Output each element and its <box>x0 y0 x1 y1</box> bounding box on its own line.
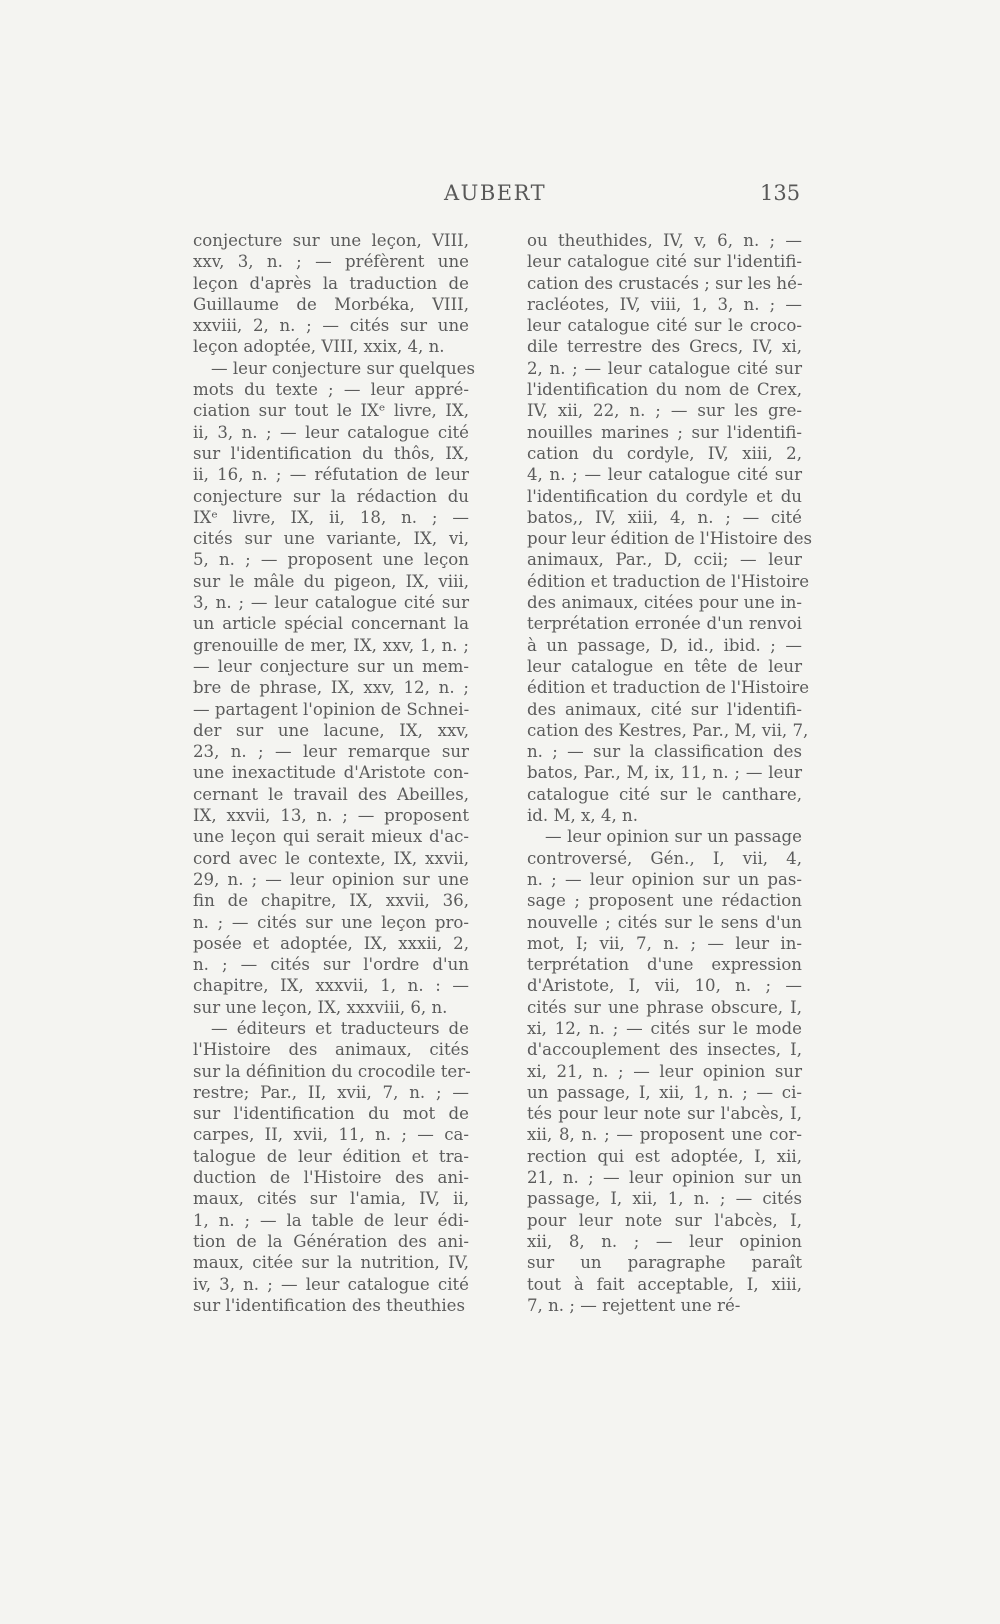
text-line: des animaux, citées pour une in- <box>527 593 802 613</box>
text-line: 2, n. ; — leur catalogue cité sur <box>527 358 802 378</box>
text-line: pour leur note sur l'abcès, I, <box>527 1210 802 1230</box>
text-line: controversé, Gén., I, vii, 4, <box>527 848 802 868</box>
text-line: terprétation d'une expression <box>527 955 802 975</box>
text-line: 7, n. ; — rejettent une ré- <box>527 1295 741 1315</box>
text-line: sur la définition du crocodile ter- <box>193 1061 471 1081</box>
text-line: cation des crustacés ; sur les hé- <box>527 273 803 293</box>
text-line: — leur conjecture sur quelques <box>211 358 475 378</box>
text-line: n. ; — leur opinion sur un pas- <box>527 869 802 889</box>
text-line: catalogue cité sur le canthare, <box>527 784 802 804</box>
text-line: xi, 12, n. ; — cités sur le mode <box>527 1018 802 1038</box>
text-line: cités sur une variante, IX, vi, <box>193 529 469 549</box>
text-line: nouilles marines ; sur l'identifi- <box>527 422 802 442</box>
text-line: ou theuthides, IV, v, 6, n. ; — <box>527 231 802 250</box>
text-line: — leur conjecture sur un mem- <box>193 656 469 676</box>
text-line: à un passage, D, id., ibid. ; — <box>527 635 802 655</box>
text-line: 5, n. ; — proposent une leçon <box>193 550 469 570</box>
text-line: tés pour leur note sur l'abcès, I, <box>527 1104 802 1124</box>
text-line: xxviii, 2, n. ; — cités sur une <box>193 316 469 336</box>
text-line: maux, cités sur l'amia, IV, ii, <box>193 1189 469 1209</box>
text-line: leur catalogue cité sur le croco- <box>527 316 802 336</box>
right-text-column <box>527 230 813 1316</box>
text-line: tout à fait acceptable, I, xiii, <box>527 1274 802 1294</box>
text-line: d'accouplement des insectes, I, <box>527 1040 802 1060</box>
text-line: racléotes, IV, viii, 1, 3, n. ; — <box>527 294 802 314</box>
text-line: 4, n. ; — leur catalogue cité sur <box>527 465 802 485</box>
text-line: terprétation erronée d'un renvoi <box>527 614 802 634</box>
text-line: xii, 8, n. ; — proposent une cor- <box>527 1125 802 1145</box>
text-line: ciation sur tout le IXᵉ livre, IX, <box>193 401 469 421</box>
text-line: passage, I, xii, 1, n. ; — cités <box>527 1189 802 1209</box>
text-line: 3, n. ; — leur catalogue cité sur <box>193 593 469 613</box>
text-line: n. ; — cités sur l'ordre d'un <box>193 955 469 975</box>
text-line: carpes, II, xvii, 11, n. ; — ca- <box>193 1125 469 1145</box>
text-line: édition et traduction de l'Histoire <box>527 678 810 698</box>
text-line: leur catalogue cité sur l'identifi- <box>527 252 802 272</box>
text-line: l'identification du cordyle et du <box>527 486 802 506</box>
text-line: leçon adoptée, VIII, xxix, 4, n. <box>193 337 445 357</box>
text-line: sur l'identification du mot de <box>193 1104 469 1124</box>
text-line: d'Aristote, I, vii, 10, n. ; — <box>527 976 802 996</box>
text-line: IV, xii, 22, n. ; — sur les gre- <box>527 401 802 421</box>
text-line: rection qui est adoptée, I, xii, <box>527 1146 802 1166</box>
text-line: cernant le travail des Abeilles, <box>193 784 469 804</box>
text-line: ii, 16, n. ; — réfutation de leur <box>193 465 469 485</box>
text-line: nouvelle ; cités sur le sens d'un <box>527 912 802 932</box>
text-line: des animaux, cité sur l'identifi- <box>527 699 802 719</box>
text-line: sur le mâle du pigeon, IX, viii, <box>193 571 469 591</box>
text-line: leçon d'après la traduction de <box>193 273 469 293</box>
text-line: IXᵉ livre, IX, ii, 18, n. ; — <box>193 507 469 527</box>
text-line: pour leur édition de l'Histoire des <box>527 529 813 549</box>
text-line: iv, 3, n. ; — leur catalogue cité <box>193 1274 469 1294</box>
text-line: — leur opinion sur un passage <box>545 827 802 847</box>
text-line: un article spécial concernant la <box>193 614 469 634</box>
text-line: cation des Kestres, Par., M, vii, 7, <box>527 720 809 740</box>
text-line: chapitre, IX, xxxvii, 1, n. : — <box>193 976 469 996</box>
text-line: id. M, x, 4, n. <box>527 806 638 826</box>
text-line: 29, n. ; — leur opinion sur une <box>193 869 469 889</box>
text-line: xi, 21, n. ; — leur opinion sur <box>527 1061 802 1081</box>
running-title: AUBERT <box>444 181 547 205</box>
text-line: tion de la Génération des ani- <box>193 1231 469 1251</box>
text-line: fin de chapitre, IX, xxvii, 36, <box>193 891 469 911</box>
text-line: ii, 3, n. ; — leur catalogue cité <box>193 422 469 442</box>
text-line: sur une leçon, IX, xxxviii, 6, n. <box>193 997 448 1017</box>
text-line: 21, n. ; — leur opinion sur un <box>527 1168 802 1188</box>
text-line: 23, n. ; — leur remarque sur <box>193 742 469 762</box>
text-line: cation du cordyle, IV, xiii, 2, <box>527 443 802 463</box>
text-line: talogue de leur édition et tra- <box>193 1146 469 1166</box>
text-line: maux, citée sur la nutrition, IV, <box>193 1253 469 1273</box>
text-line: IX, xxvii, 13, n. ; — proposent <box>193 806 469 826</box>
text-line: posée et adoptée, IX, xxxii, 2, <box>193 933 469 953</box>
page-number: 135 <box>760 181 801 205</box>
text-line: sur l'identification du thôs, IX, <box>193 443 469 463</box>
text-line: cités sur une phrase obscure, I, <box>527 997 802 1017</box>
text-line: conjecture sur la rédaction du <box>193 486 469 506</box>
text-line: xxv, 3, n. ; — préfèrent une <box>193 252 469 272</box>
text-line: — partagent l'opinion de Schnei- <box>193 699 470 719</box>
text-line: grenouille de mer, IX, xxv, 1, n. ; <box>193 635 469 655</box>
text-line: restre; Par., II, xvii, 7, n. ; — <box>193 1082 469 1102</box>
text-line: un passage, I, xii, 1, n. ; — ci- <box>527 1082 802 1102</box>
text-line: mot, I; vii, 7, n. ; — leur in- <box>527 933 802 953</box>
text-line: cord avec le contexte, IX, xxvii, <box>193 848 469 868</box>
text-line: — éditeurs et traducteurs de <box>211 1018 469 1038</box>
running-head <box>0 181 1000 211</box>
text-line: sur un paragraphe paraît <box>527 1253 802 1273</box>
text-line: n. ; — sur la classification des <box>527 742 802 762</box>
text-line: 1, n. ; — la table de leur édi- <box>193 1210 469 1230</box>
text-line: Guillaume de Morbéka, VIII, <box>193 294 469 314</box>
text-line: der sur une lacune, IX, xxv, <box>193 720 469 740</box>
text-line: leur catalogue en tête de leur <box>527 656 802 676</box>
text-line: bre de phrase, IX, xxv, 12, n. ; <box>193 678 469 698</box>
text-line: batos, Par., M, ix, 11, n. ; — leur <box>527 763 802 783</box>
text-line: une leçon qui serait mieux d'ac- <box>193 827 469 847</box>
text-line: dile terrestre des Grecs, IV, xi, <box>527 337 802 357</box>
text-line: conjecture sur une leçon, VIII, <box>193 231 469 250</box>
text-line: édition et traduction de l'Histoire <box>527 571 810 591</box>
text-line: n. ; — cités sur une leçon pro- <box>193 912 469 932</box>
text-line: duction de l'Histoire des ani- <box>193 1168 469 1188</box>
text-line: xii, 8, n. ; — leur opinion <box>527 1231 802 1251</box>
text-line: une inexactitude d'Aristote con- <box>193 763 469 783</box>
text-line: l'identification du nom de Crex, <box>527 380 802 400</box>
text-line: batos,, IV, xiii, 4, n. ; — cité <box>527 507 802 527</box>
text-line: mots du texte ; — leur appré- <box>193 380 469 400</box>
text-line: l'Histoire des animaux, cités <box>193 1040 469 1060</box>
text-line: sur l'identification des theuthies <box>193 1295 465 1315</box>
left-text-column <box>193 230 475 1316</box>
text-line: animaux, Par., D, ccii; — leur <box>527 550 802 570</box>
text-line: sage ; proposent une rédaction <box>527 891 802 911</box>
